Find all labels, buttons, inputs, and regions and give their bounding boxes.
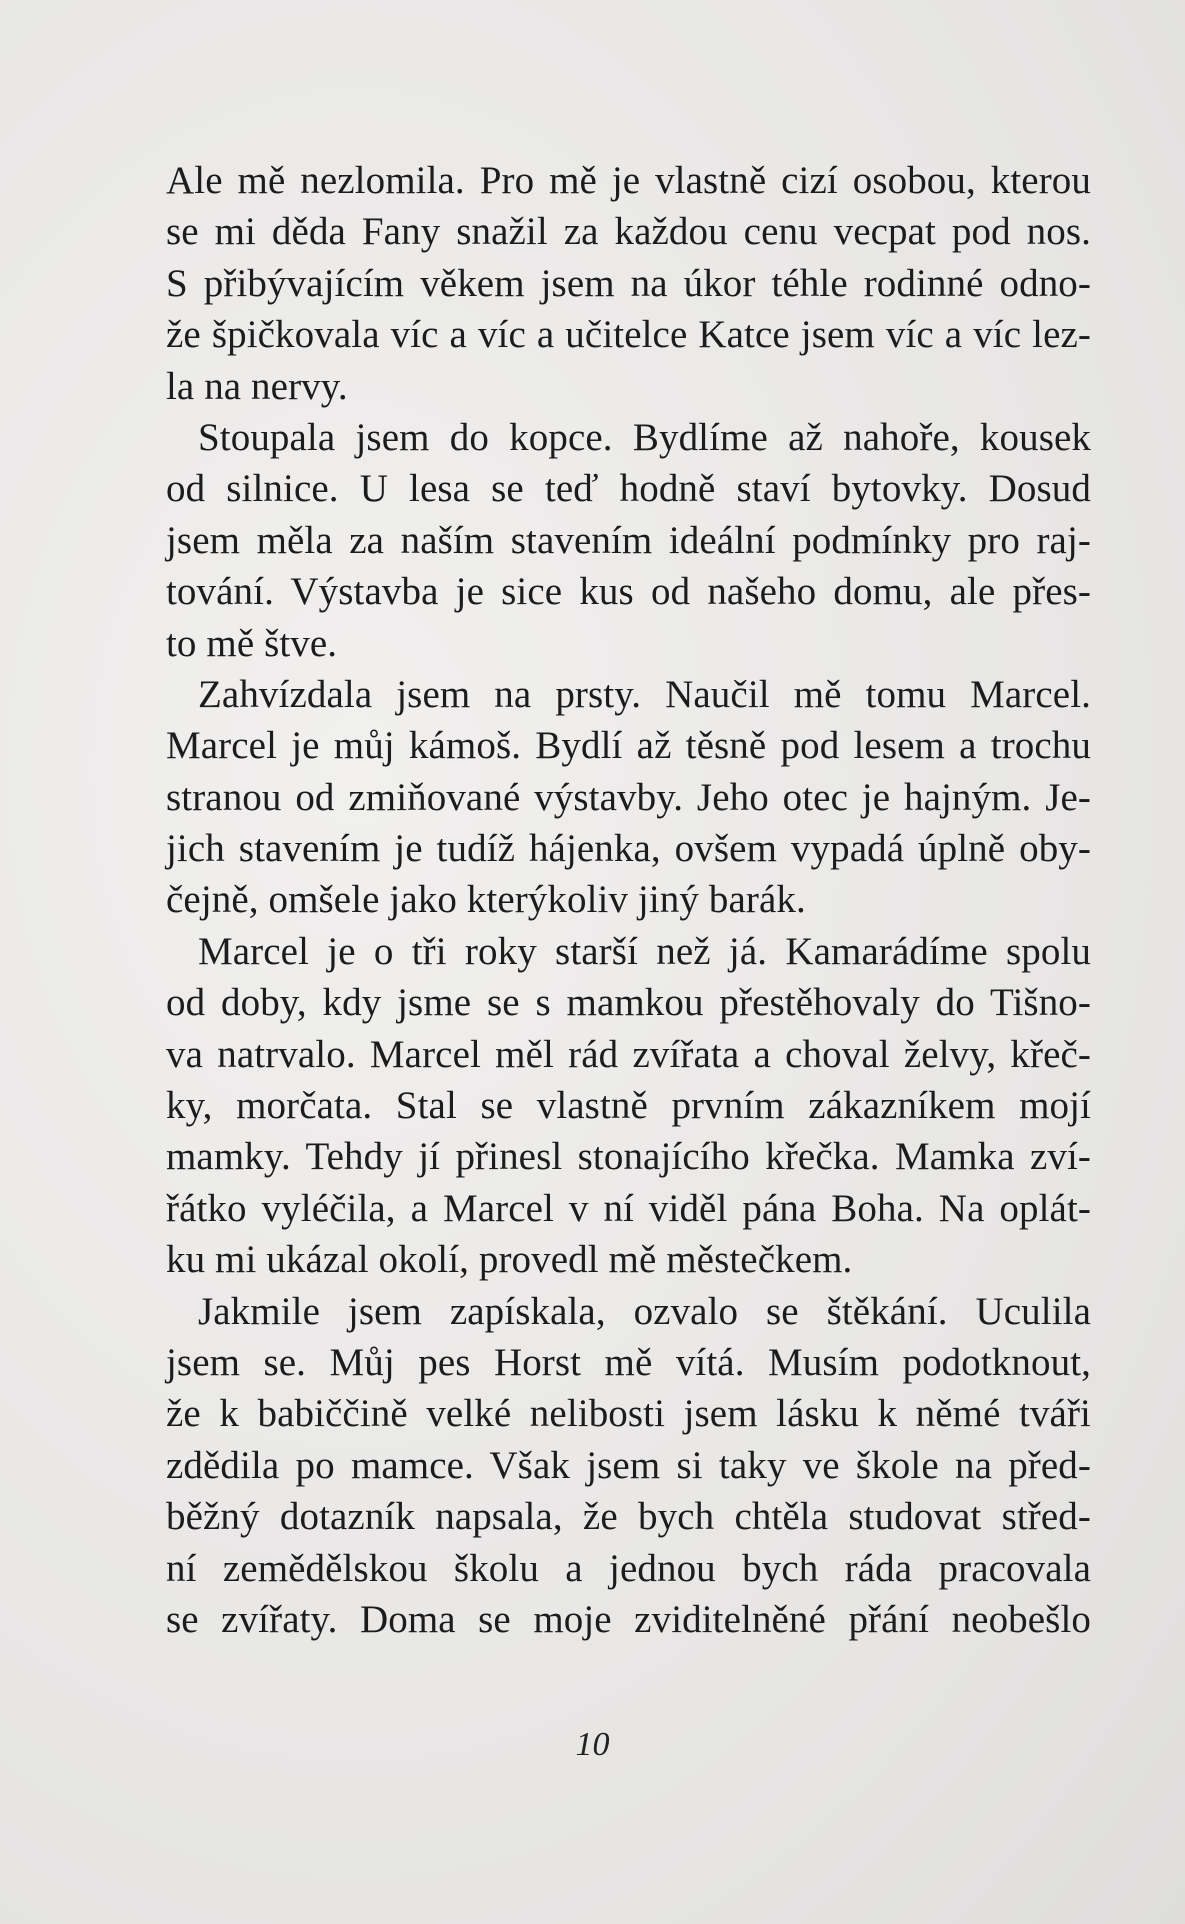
text-line: Marcel je můj kámoš. Bydlí až těsně pod lesem a trochu [166,724,1091,768]
text-line: Ale mě nezlomila. Pro mě je vlastně cizí osobou, kterou [166,159,1091,202]
text-line: Stoupala jsem do kopce. Bydlíme až nahoře, kousek [198,415,1091,459]
text-line: to mě štve. [166,621,338,665]
text-line: zdědila po mamce. Však jsem si taky ve škole na před- [166,1443,1091,1487]
text-line: že k babiččině velké nelibosti jsem lásku k němé tváři [166,1392,1091,1436]
text-line: stranou od zmiňované výstavby. Jeho otec je hajným. Je- [166,775,1091,819]
text-line: Zahvízdala jsem na prsty. Naučil mě tomu Marcel. [198,672,1091,716]
body-text [166,155,1091,1645]
text-line: ku mi ukázal okolí, provedl mě městečkem. [166,1238,853,1282]
text-line: od doby, kdy jsme se s mamkou přestěhovaly do Tišno- [166,981,1091,1025]
text-line: řátko vyléčila, a Marcel v ní viděl pána Boha. Na oplát- [166,1186,1091,1230]
text-line: od silnice. U lesa se teď hodně staví bytovky. Dosud [166,467,1091,511]
page-number: 10 [575,1726,610,1763]
text-line: tování. Výstavba je sice kus od našeho domu, ale přes- [166,570,1091,614]
text-line: jich stavením je tudíž hájenka, ovšem vypadá úplně oby- [166,827,1091,871]
text-line: se zvířaty. Doma se moje zviditelněné přání neobešlo [166,1597,1091,1641]
text-line: Marcel je o tři roky starší než já. Kamarádíme spolu [198,929,1091,973]
text-line: va natrvalo. Marcel měl rád zvířata a choval želvy, křeč- [166,1032,1091,1076]
text-line: jsem se. Můj pes Horst mě vítá. Musím podotknout, [166,1340,1091,1384]
text-line: Jakmile jsem zapískala, ozvalo se štěkání. Uculila [198,1289,1091,1333]
text-line: ky, morčata. Stal se vlastně prvním zákazníkem mojí [166,1084,1091,1128]
text-line: la na nervy. [166,364,348,408]
text-line: že špičkovala víc a víc a učitelce Katce jsem víc a víc lez- [166,313,1091,357]
text-line: běžný dotazník napsala, že bych chtěla studovat střed- [166,1495,1091,1539]
text-line: se mi děda Fany snažil za každou cenu vecpat pod nos. [166,210,1091,254]
text-line: čejně, omšele jako kterýkoliv jiný barák. [166,878,806,922]
text-line: jsem měla za naším stavením ideální podmínky pro raj- [166,518,1091,562]
text-line: mamky. Tehdy jí přinesl stonajícího křečka. Mamka zví- [166,1135,1091,1179]
text-line: ní zemědělskou školu a jednou bych ráda pracovala [166,1546,1091,1590]
text-line: S přibývajícím věkem jsem na úkor téhle rodinné odno- [166,261,1091,305]
